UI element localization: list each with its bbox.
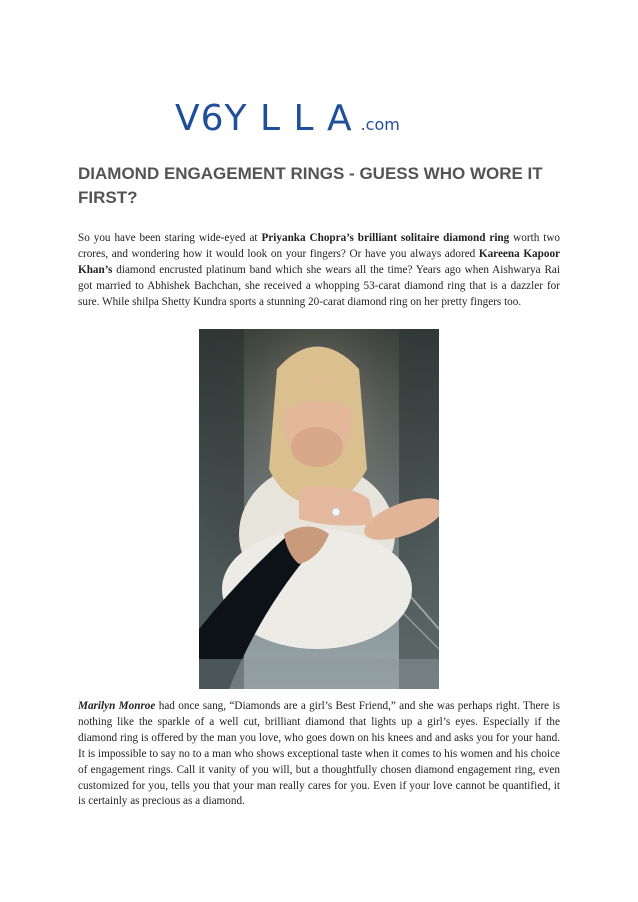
- site-logo: [175, 98, 400, 139]
- intro-bold-2: Kareena Kapoor Khan’s: [78, 247, 560, 276]
- article-title: DIAMOND ENGAGEMENT RINGS - GUESS WHO WORE IT FIRST?: [78, 164, 543, 207]
- logo-domain: .com: [360, 115, 400, 134]
- body-name: Marilyn Monroe: [78, 700, 156, 712]
- body-text: had once sang, “Diamonds are a girl’s Best Friend,” and she was perhaps right. There is nothing like the sparkle of a well cut, brilliant diamond that lights up a girl’s eyes. Especially if the diamond ring is offered by the man you love, who goes down on his knees and and asks you for your hand. It is impossible to say no to a man who shows exceptional taste when it comes to his women and his choice of engagement rings. Call it vanity of you will, but a thoughtfully chosen diamond engagement ring, even customized for you, tells you that your man really cares for you. Even if your love cannot be quantified, it is certainly as precious as a diamond.: [78, 700, 560, 808]
- body-paragraph: [78, 699, 560, 810]
- intro-text-3: diamond encrusted platinum band which she wears all the time? Years ago when Aishwarya Rai got married to Abhishek Bachchan, she received a whopping 53-carat diamond ring that is a dazzler for sure. While shilpa Shetty Kundra sports a stunning 20-carat diamond ring on her pretty fingers too.: [78, 263, 560, 308]
- logo-wordmark: V6Y L L A: [175, 98, 353, 139]
- proposal-photo: [199, 329, 439, 689]
- intro-text-2: worth two crores, and wondering how it would look on your fingers? Or have you always adored: [78, 232, 560, 260]
- intro-text-1: So you have been staring wide-eyed at: [78, 232, 262, 244]
- intro-paragraph: [78, 231, 560, 311]
- intro-bold-1: Priyanka Chopra’s brilliant solitaire diamond ring: [261, 232, 510, 244]
